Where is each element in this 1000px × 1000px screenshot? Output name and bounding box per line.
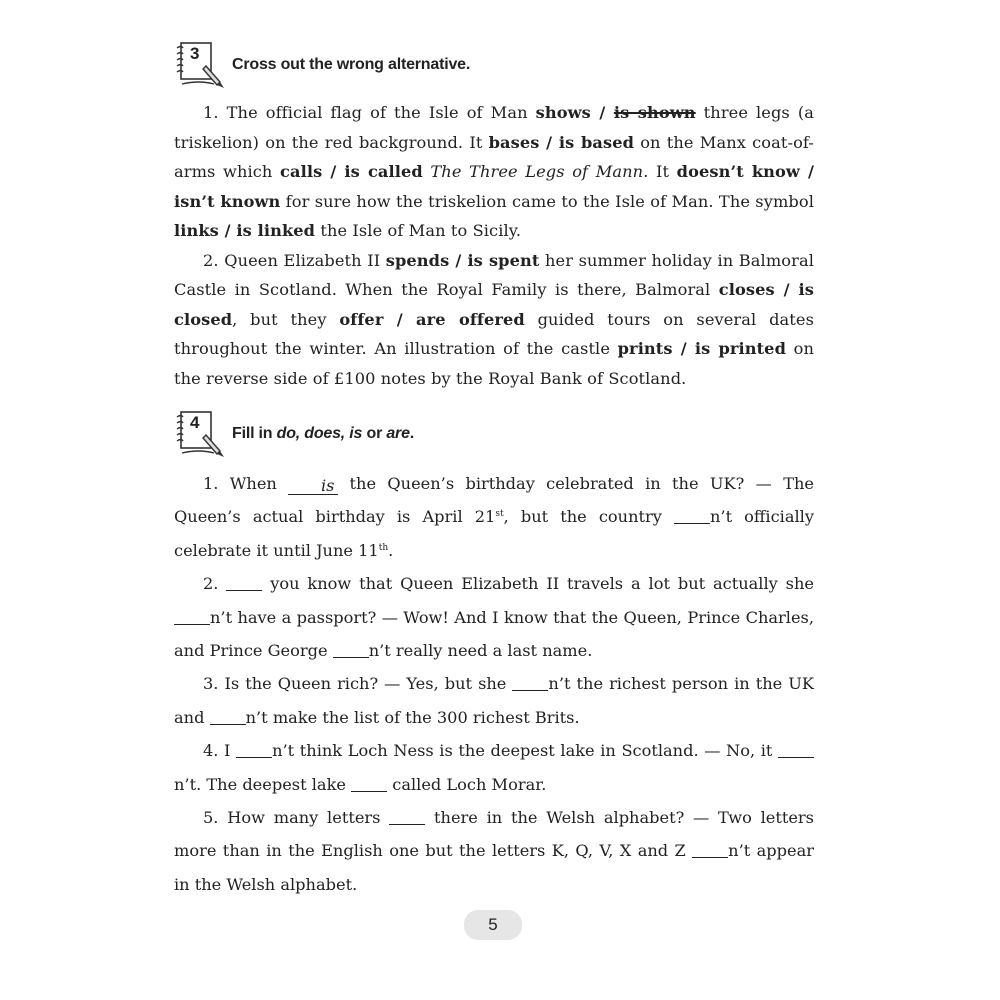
- answer-blank: [210, 708, 246, 725]
- answer-blank: [174, 608, 210, 625]
- notebook-pencil-icon: [174, 409, 226, 459]
- answer-blank: [512, 674, 548, 691]
- exercise-3-header: [174, 38, 814, 92]
- exercise-4: [174, 407, 814, 901]
- exercise-instruction: Cross out the wrong alternative.: [232, 56, 471, 73]
- answer-blank: is: [288, 478, 338, 495]
- notebook-pencil-icon: [174, 40, 226, 90]
- exercise-number: 4: [190, 413, 200, 432]
- exercise-instruction: Fill in do, does, is or are.: [232, 425, 415, 442]
- page-number: 5: [464, 910, 522, 940]
- exercise-4-sentence-1: 1. When is the Queen’s birthday celebrated in the UK? — The Queen’s actual birthday is April 21st, but the country n’t officially celebrate it until June 11th.: [174, 474, 814, 560]
- crossed-out-option: is shown: [613, 103, 696, 122]
- answer-blank: [351, 775, 387, 792]
- exercise-4-sentence-4: 4. I n’t think Loch Ness is the deepest lake in Scotland. — No, it n’t. The deepest lake called Loch Morar.: [174, 734, 814, 801]
- answer-blank: [333, 641, 369, 658]
- answer-blank: [778, 741, 814, 758]
- exercise-4-sentence-5: 5. How many letters there in the Welsh alphabet? — Two letters more than in the English one but the letters K, Q, V, X and Z n’t appear in the Welsh alphabet.: [174, 808, 814, 894]
- answer-blank: [692, 841, 728, 858]
- answer-blank: [674, 507, 710, 524]
- exercise-4-header: [174, 407, 814, 461]
- page-content: [174, 38, 814, 901]
- exercise-3-paragraph-1: 1. The official flag of the Isle of Man shows / is shown three legs (a triskelion) on the red background. It bases / is based on the Manx coat-of-arms which calls / is called The Three Legs of Mann. It doesn’t know / isn’t known for sure how the triskelion came to the Isle of Man. The symbol links / is linked the Isle of Man to Sicily.: [174, 103, 815, 240]
- exercise-4-sentence-2: 2. you know that Queen Elizabeth II travels a lot but actually she n’t have a passport? — Wow! And I know that the Queen, Prince Charles, and Prince George n’t really need a last name.: [174, 574, 814, 661]
- exercise-3: [174, 38, 814, 393]
- exercise-3-paragraph-2: 2. Queen Elizabeth II spends / is spent her summer holiday in Balmoral Castle in Scotland. When the Royal Family is there, Balmoral closes / is closed, but they offer / are offered guided tours on several dates throughout the winter. An illustration of the castle prints / is printed on the reverse side of £100 notes by the Royal Bank of Scotland.: [174, 250, 815, 388]
- exercise-number: 3: [190, 44, 200, 63]
- answer-blank: [389, 808, 425, 825]
- answer-blank: [236, 741, 272, 758]
- answer-blank: [226, 574, 262, 591]
- exercise-4-sentence-3: 3. Is the Queen rich? — Yes, but she n’t the richest person in the UK and n’t make the list of the 300 richest Brits.: [174, 674, 815, 727]
